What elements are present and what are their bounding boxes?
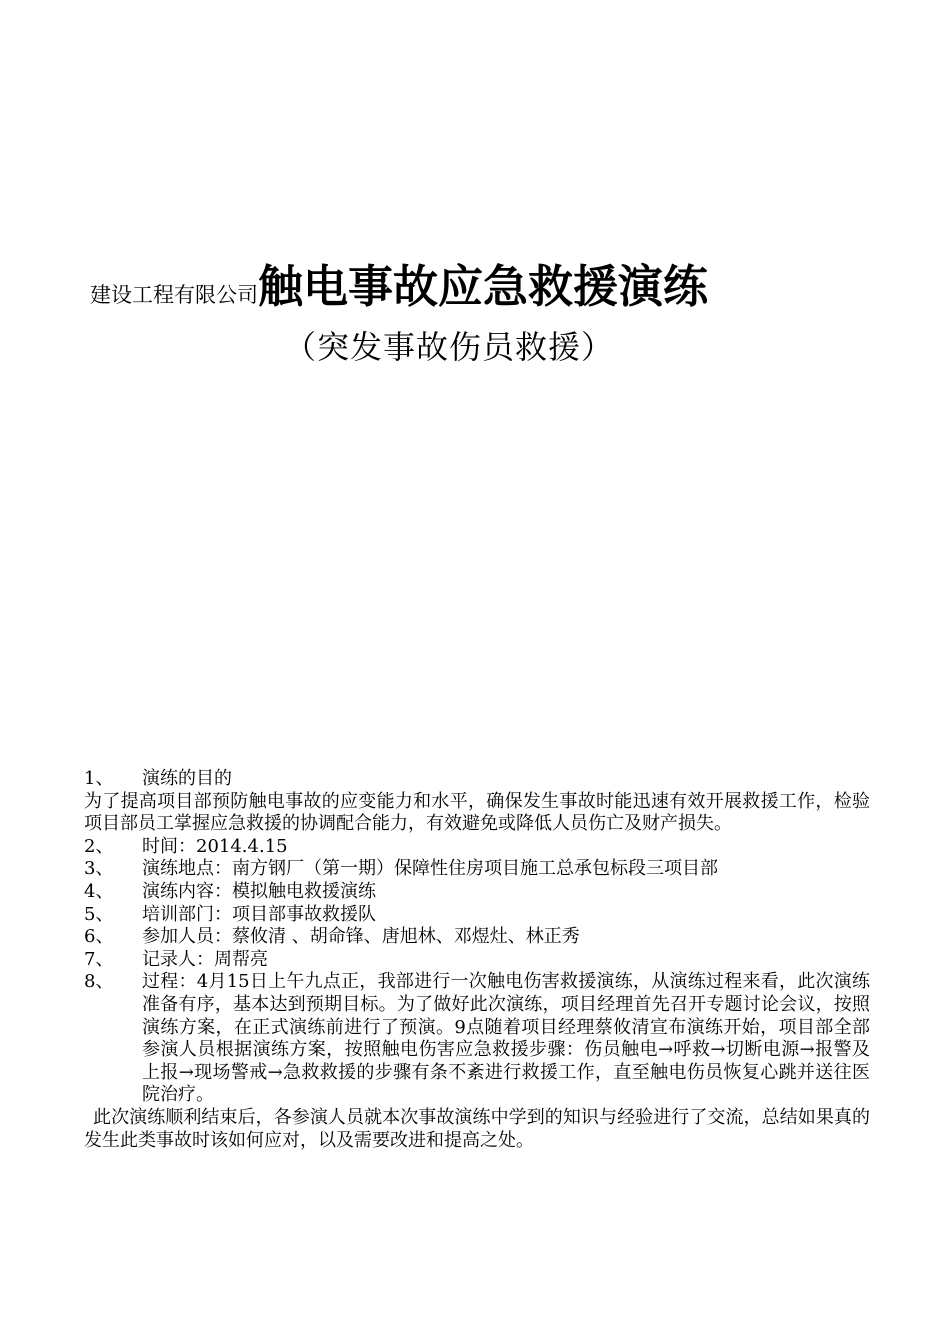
closing-paragraph: 此次演练顺利结束后，各参演人员就本次事故演练中学到的知识与经验进行了交流，总结如果真的发生此类事故时该如何应对，以及需要改进和提高之处。 [84, 1106, 870, 1151]
section-number: 2、 [84, 835, 114, 857]
section-8 [84, 971, 870, 1107]
section-recorder: 记录人：周帮亮 [142, 948, 268, 970]
section-process: 过程：4月15日上午九点正，我部进行一次触电伤害救援演练，从演练过程来看，此次演练准备有序，基本达到预期目标。为了做好此次演练，项目经理首先召开专题讨论会议，按照演练方案，在正式演练前进行了预演。9点随着项目经理蔡攸清宣布演练开始，项目部全部参演人员根据演练方案，按照触电伤害应急救援步骤：伤员触电→呼救→切断电源→报警及上报→现场警戒→急救救援的步骤有条不紊进行救援工作，直至触电伤员恢复心跳并送往医院治疗。 [142, 971, 870, 1106]
document-body [84, 768, 870, 1152]
section-5 [84, 904, 870, 927]
section-time: 时间：2014.4.15 [142, 835, 288, 857]
section-heading: 演练的目的 [142, 768, 232, 789]
section-number: 5、 [84, 903, 114, 925]
section-participants: 参加人员：蔡攸清 、胡命锋、唐旭林、邓煜灶、林正秀 [142, 926, 580, 948]
section-content: 演练内容：模拟触电救援演练 [142, 880, 376, 902]
section-number: 1、 [84, 768, 114, 789]
section-2 [84, 836, 870, 859]
section-4 [84, 881, 870, 904]
section-location: 演练地点：南方钢厂（第一期）保障性住房项目施工总承包标段三项目部 [142, 858, 718, 880]
section-7 [84, 949, 870, 972]
section-number: 8、 [84, 971, 114, 993]
title-line [90, 250, 890, 315]
section-3 [84, 858, 870, 881]
company-name: 建设工程有限公司 [90, 283, 258, 307]
section-number: 4、 [84, 880, 114, 902]
section-department: 培训部门：项目部事故救援队 [142, 903, 376, 925]
section-number: 3、 [84, 858, 114, 880]
purpose-paragraph: 为了提高项目部预防触电事故的应变能力和水平，确保发生事故时能迅速有效开展救援工作，检验项目部员工掌握应急救援的协调配合能力，有效避免或降低人员伤亡及财产损失。 [84, 790, 870, 835]
document-subtitle: （突发事故伤员救援） [284, 328, 615, 366]
section-number: 7、 [84, 948, 114, 970]
section-number: 6、 [84, 926, 114, 948]
document-title: 触电事故应急救援演练 [258, 260, 709, 313]
section-1 [84, 768, 870, 791]
section-6 [84, 926, 870, 949]
